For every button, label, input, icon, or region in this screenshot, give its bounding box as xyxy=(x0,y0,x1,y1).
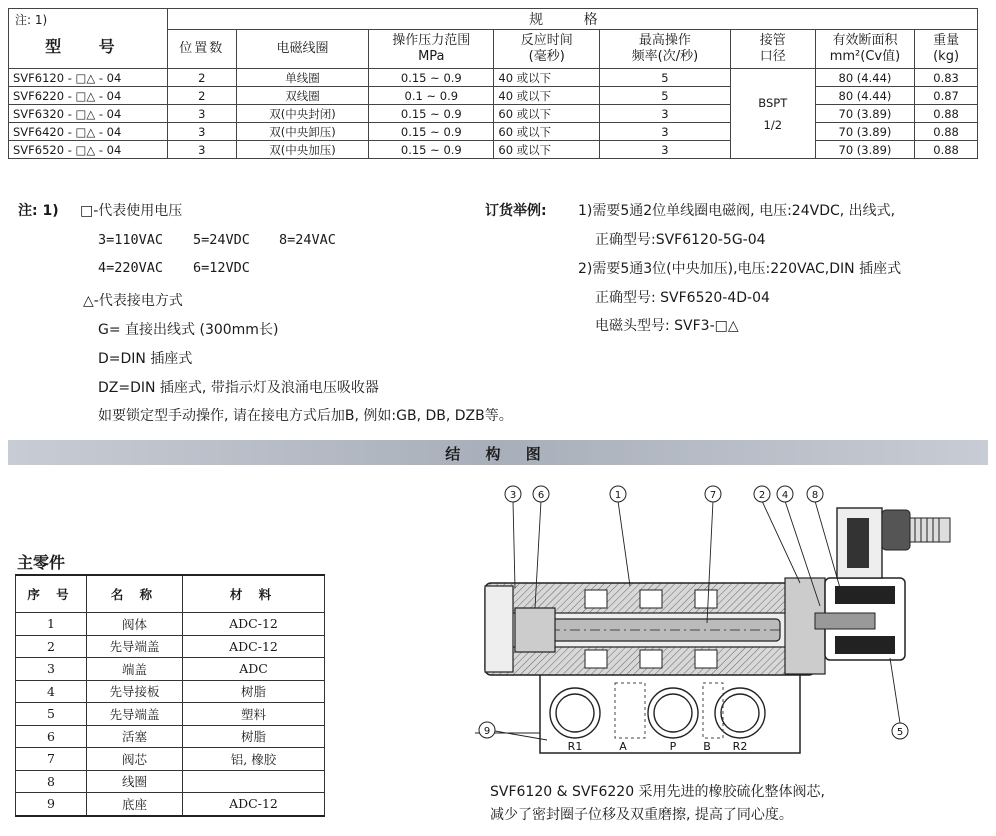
header-response xyxy=(494,30,600,69)
row-model: SVF6120 - □△ - 04 xyxy=(9,69,168,87)
plunger xyxy=(815,613,875,629)
row-area: 70 (3.89) xyxy=(815,105,914,123)
callout-label: 9 xyxy=(483,726,491,737)
spec-title: 规 格 xyxy=(167,9,977,30)
spool-land xyxy=(695,650,717,668)
table-row xyxy=(16,658,325,681)
table-row xyxy=(9,123,978,141)
port-label-a: A xyxy=(619,740,627,753)
row-coil: 双(中央封闭) xyxy=(236,105,368,123)
table-row xyxy=(16,793,325,816)
part-name: 阀芯 xyxy=(87,748,183,771)
parts-header-material: 材 料 xyxy=(183,575,325,613)
row-port xyxy=(730,69,815,159)
row-freq: 3 xyxy=(600,123,731,141)
row-area: 70 (3.89) xyxy=(815,123,914,141)
row-pressure: 0.15 ~ 0.9 xyxy=(369,69,494,87)
voltage-5: 5=24VDC xyxy=(193,232,250,248)
parts-header-no: 序 号 xyxy=(16,575,87,613)
header-area-l1: 有效断面积 xyxy=(832,33,898,48)
callout-label: 1 xyxy=(614,490,622,501)
part-no: 4 xyxy=(16,680,87,703)
order-ex1-line1: 1)需要5通2位单线圈电磁阀, 电压:24VDC, 出线式, xyxy=(578,203,896,219)
row-response: 60 或以下 xyxy=(494,141,600,159)
structure-banner xyxy=(8,440,988,465)
callout-label: 8 xyxy=(811,490,819,501)
notes-label: 注: 1) xyxy=(18,203,59,219)
port-label-r1: R1 xyxy=(567,740,583,753)
header-coil: 电磁线圈 xyxy=(236,30,368,69)
conn-d: D=DIN 插座式 xyxy=(98,351,193,367)
part-material xyxy=(183,770,325,793)
row-pressure: 0.15 ~ 0.9 xyxy=(369,141,494,159)
port-value-l2: 1/2 xyxy=(763,117,783,132)
row-weight: 0.88 xyxy=(915,123,978,141)
cable-gland xyxy=(882,510,910,550)
row-model: SVF6320 - □△ - 04 xyxy=(9,105,168,123)
table-row xyxy=(16,725,325,748)
order-ex1-line2: 正确型号:SVF6120-5G-04 xyxy=(595,232,766,248)
row-freq: 5 xyxy=(600,87,731,105)
part-material: ADC-12 xyxy=(183,613,325,636)
part-no: 6 xyxy=(16,725,87,748)
table-row xyxy=(16,703,325,726)
row-model: SVF6220 - □△ - 04 xyxy=(9,87,168,105)
part-material: ADC-12 xyxy=(183,793,325,816)
part-name: 底座 xyxy=(87,793,183,816)
voltage-4: 4=220VAC xyxy=(98,260,164,276)
row-response: 40 或以下 xyxy=(494,87,600,105)
header-freq-l1: 最高操作 xyxy=(638,33,691,48)
row-coil: 双(中央卸压) xyxy=(236,123,368,141)
voltage-8: 8=24VAC xyxy=(279,232,336,248)
part-no: 2 xyxy=(16,635,87,658)
part-material: 塑料 xyxy=(183,703,325,726)
port-label-r2: R2 xyxy=(732,740,748,753)
table-row xyxy=(16,613,325,636)
table-row xyxy=(9,105,978,123)
header-port-l2: 口径 xyxy=(759,49,786,64)
table-row xyxy=(16,680,325,703)
part-no: 7 xyxy=(16,748,87,771)
cable-nut xyxy=(910,518,950,542)
row-positions: 3 xyxy=(167,105,236,123)
parts-table xyxy=(15,574,325,817)
header-freq-l2: 频率(次/秒) xyxy=(631,49,699,64)
row-response: 60 或以下 xyxy=(494,105,600,123)
spool-land xyxy=(640,650,662,668)
row-positions: 2 xyxy=(167,69,236,87)
row-positions: 3 xyxy=(167,123,236,141)
piston xyxy=(515,608,555,652)
spool-land xyxy=(640,590,662,608)
coil-winding-top xyxy=(835,586,895,604)
spool-land xyxy=(585,590,607,608)
row-weight: 0.88 xyxy=(915,141,978,159)
header-area-l2: mm²(Cv值) xyxy=(829,49,901,64)
part-no: 3 xyxy=(16,658,87,681)
part-material: 树脂 xyxy=(183,725,325,748)
header-pressure-l1: 操作压力范围 xyxy=(392,33,471,48)
part-material: ADC-12 xyxy=(183,635,325,658)
row-response: 60 或以下 xyxy=(494,123,600,141)
port-label-b: B xyxy=(703,740,711,753)
part-no: 8 xyxy=(16,770,87,793)
connector-pin xyxy=(847,518,869,568)
callout-label: 2 xyxy=(758,490,766,501)
structure-title: 结 构 图 xyxy=(445,445,551,463)
row-freq: 3 xyxy=(600,141,731,159)
row-pressure: 0.15 ~ 0.9 xyxy=(369,123,494,141)
conn-title: △-代表接电方式 xyxy=(83,293,183,309)
row-area: 80 (4.44) xyxy=(815,69,914,87)
row-pressure: 0.15 ~ 0.9 xyxy=(369,105,494,123)
row-weight: 0.88 xyxy=(915,105,978,123)
table-row xyxy=(16,635,325,658)
header-area xyxy=(815,30,914,69)
row-coil: 单线圈 xyxy=(236,69,368,87)
callout-label: 6 xyxy=(537,490,545,501)
voltage-title: □-代表使用电压 xyxy=(80,203,183,219)
table-row xyxy=(16,748,325,771)
parts-title: 主零件 xyxy=(17,553,66,572)
part-material: 树脂 xyxy=(183,680,325,703)
table-row xyxy=(16,770,325,793)
row-area: 80 (4.44) xyxy=(815,87,914,105)
order-label: 订货举例: xyxy=(485,203,547,219)
part-name: 先导端盖 xyxy=(87,635,183,658)
part-no: 9 xyxy=(16,793,87,816)
header-freq xyxy=(600,30,731,69)
header-response-l1: 反应时间 xyxy=(520,33,573,48)
port-value-l1: BSPT xyxy=(758,95,788,110)
part-no: 5 xyxy=(16,703,87,726)
part-material: ADC xyxy=(183,658,325,681)
row-pressure: 0.1 ~ 0.9 xyxy=(369,87,494,105)
header-response-l2: (毫秒) xyxy=(528,49,565,64)
row-weight: 0.87 xyxy=(915,87,978,105)
row-weight: 0.83 xyxy=(915,69,978,87)
part-no: 1 xyxy=(16,613,87,636)
callout-label: 4 xyxy=(781,490,789,501)
spool-land xyxy=(695,590,717,608)
header-positions: 位置数 xyxy=(167,30,236,69)
conn-dz: DZ=DIN 插座式, 带指示灯及浪涌电压吸收器 xyxy=(98,380,379,396)
part-name: 阀体 xyxy=(87,613,183,636)
order-ex2-line1: 2)需要5通3位(中央加压),电压:220VAC,DIN 插座式 xyxy=(578,261,902,277)
part-name: 线圈 xyxy=(87,770,183,793)
model-header: 型 号 xyxy=(45,37,131,56)
voltage-3: 3=110VAC xyxy=(98,232,164,248)
row-model: SVF6520 - □△ - 04 xyxy=(9,141,168,159)
row-positions: 3 xyxy=(167,141,236,159)
callout-label: 3 xyxy=(509,490,517,501)
parts-header-name: 名 称 xyxy=(87,575,183,613)
row-model: SVF6420 - □△ - 04 xyxy=(9,123,168,141)
spool-land xyxy=(585,650,607,668)
order-ex2-line3: 电磁头型号: SVF3-□△ xyxy=(595,318,739,334)
row-area: 70 (3.89) xyxy=(815,141,914,159)
table-row xyxy=(9,69,978,87)
row-coil: 双线圈 xyxy=(236,87,368,105)
part-name: 活塞 xyxy=(87,725,183,748)
structure-desc-line2: 减少了密封圈子位移及双重磨擦, 提高了同心度。 xyxy=(490,807,793,823)
row-coil: 双(中央加压) xyxy=(236,141,368,159)
header-pressure-l2: MPa xyxy=(418,49,445,64)
header-weight-l1: 重量 xyxy=(933,33,960,48)
voltage-6: 6=12VDC xyxy=(193,260,250,276)
structure-desc-line1: SVF6120 & SVF6220 采用先进的橡胶硫化整体阀芯, xyxy=(490,784,826,800)
part-name: 端盖 xyxy=(87,658,183,681)
row-freq: 3 xyxy=(600,105,731,123)
callout-label: 5 xyxy=(896,727,904,738)
header-weight xyxy=(915,30,978,69)
spec-table xyxy=(8,8,978,159)
coil-winding-bottom xyxy=(835,636,895,654)
part-name: 先导端盖 xyxy=(87,703,183,726)
header-weight-l2: (kg) xyxy=(933,49,960,64)
end-cap xyxy=(485,586,513,672)
part-material: 铝, 橡胶 xyxy=(183,748,325,771)
lock-note: 如要锁定型手动操作, 请在接电方式后加B, 例如:GB, DB, DZB等。 xyxy=(98,408,513,424)
table-row xyxy=(9,141,978,159)
header-port xyxy=(730,30,815,69)
header-port-l1: 接管 xyxy=(759,33,786,48)
row-freq: 5 xyxy=(600,69,731,87)
header-pressure xyxy=(369,30,494,69)
table-row xyxy=(9,87,978,105)
model-header-cell xyxy=(9,9,168,69)
conn-g: G= 直接出线式 (300mm长) xyxy=(98,322,279,338)
order-ex2-line2: 正确型号: SVF6520-4D-04 xyxy=(595,290,770,306)
row-response: 40 或以下 xyxy=(494,69,600,87)
callout-label: 7 xyxy=(709,490,717,501)
valve-cross-section xyxy=(455,478,975,778)
part-name: 先导接板 xyxy=(87,680,183,703)
row-positions: 2 xyxy=(167,87,236,105)
port-label-p: P xyxy=(669,740,677,753)
spec-note-label: 注: 1) xyxy=(15,13,48,27)
